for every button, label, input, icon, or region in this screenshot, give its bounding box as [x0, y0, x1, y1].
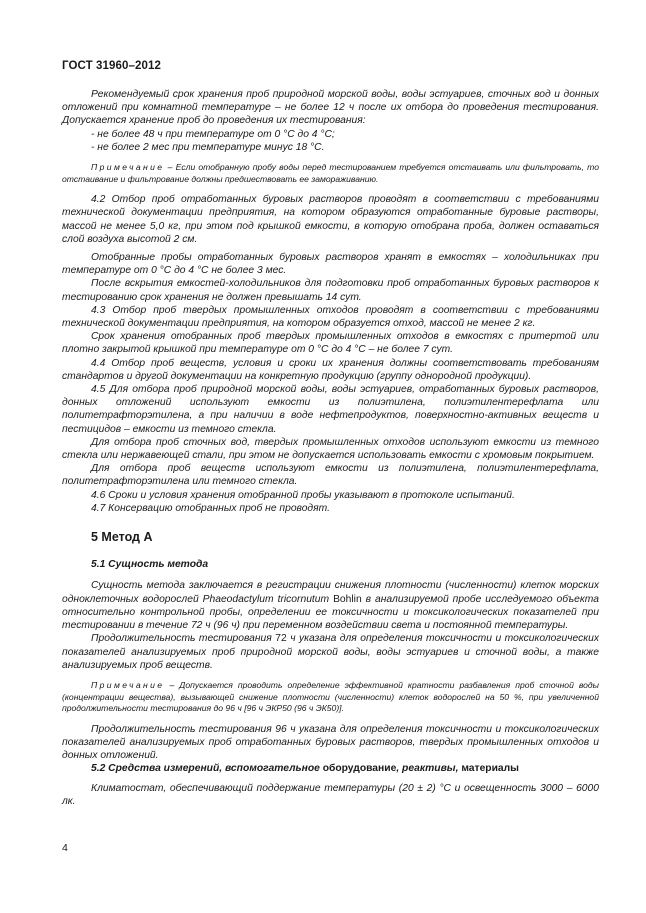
- section-5-title: 5 Метод А: [91, 530, 153, 545]
- paragraph: Отобранные пробы отработанных буровых растворов хранят в емкостях – холодильниках при температуре от 0 °С до 4 °С не более 3 мес.: [62, 252, 599, 277]
- note-text: – Если отобранную пробу воды перед тестированием требуется отстаивать или фильтровать, то отстаивание и фильтрование должны предшествовать ее замораживанию.: [62, 162, 599, 184]
- text-run: Bohlin: [333, 593, 362, 605]
- section-5-2-title: [91, 762, 599, 775]
- paragraph-5-1-duration-72: [62, 632, 599, 672]
- list-item: - не более 48 ч при температуре от 0 °С до 4 °С;: [91, 128, 335, 140]
- paragraph-4-2: 4.2 Отбор проб отработанных буровых растворов проводят в соответствии с требованиями технической документации предприятия, на котором образуются отработанные буровые растворы, массой не менее 5,0 кг, при этом под крышкой емкости, в которую отобрана проба, должен оставаться слой воздуха высотой 2 см.: [62, 194, 599, 245]
- note-text: – Допускается проводить определение эффективной кратности разбавления проб сточной воды (концентрации вещества), вызывающей снижение плотности (численности) клеток водорослей на 50 %, при увеличенной продолжительности тестирования до 96 ч [96 ч ЭКР50 (96 ч ЭК50)].: [62, 679, 599, 714]
- standard-header: ГОСТ 31960–2012: [62, 60, 162, 72]
- paragraph: Для отбора проб сточных вод, твердых промышленных отходов используют емкости из темного стекла или нержавеющей стали, при этом не допускается использовать емкости с хромовым покрытием.: [62, 436, 599, 462]
- note-label: Примечание: [91, 162, 165, 173]
- paragraph-4-6: 4.6 Сроки и условия хранения отобранной пробы указывают в протоколе испытаний.: [91, 489, 515, 501]
- text-run: в анализируемой пробе исследуемого объекта относительно контрольной пробы, определении ее токсичности и токсикологических показателей при тестировании в течение 72 ч (96 ч) при переменном воздействии света и постоянной температуры.: [62, 593, 599, 632]
- section-5-1-title: 5.1 Сущность метода: [91, 559, 209, 571]
- paragraph-storage: Рекомендуемый срок хранения проб природной морской воды, воды эстуариев, сточных вод и донных отложений при комнатной температуре – не более 12 ч после их отбора до проведения тестирования. Допускается хранение проб до проведения их тестирования:: [62, 89, 599, 127]
- text-run: материалы: [461, 763, 519, 775]
- paragraph-5-1-duration-96: Продолжительность тестирования 96 ч указана для определения токсичности и токсикологических показателей анализируемых проб отработанных буровых растворов, твердых промышленных отходов и донных отложений.: [62, 723, 599, 762]
- text-run: Сущность метода заключается в регистрации снижения плотности (численности) клеток морских одноклеточных водорослей Phaeodactylum tricornutum: [62, 580, 599, 605]
- paragraph-5-1-essence: [62, 579, 599, 632]
- paragraph-4-3: 4.3 Отбор проб твердых промышленных отходов проводят в соответствии с требованиями технической документации предприятия, на котором образуется отход, массой не менее 2 кг.: [62, 304, 599, 330]
- note-2: [62, 680, 599, 715]
- note-label: Примечание: [91, 679, 165, 690]
- text-run: оборудование: [322, 763, 397, 775]
- document-body: [62, 88, 599, 808]
- paragraph-5-2-climatostat: Климатостат, обеспечивающий поддержание температуры (20 ± 2) °С и освещенность 3000 – 6000 лк.: [62, 782, 599, 807]
- text-run: 72: [275, 633, 287, 645]
- paragraph-4-7: 4.7 Консервацию отобранных проб не проводят.: [91, 502, 330, 514]
- paragraph-4-4: 4.4 Отбор проб веществ, условия и сроки их хранения должны соответствовать требованиям стандартов и другой документации на конкретную продукцию (группу однородной продукции).: [62, 357, 599, 382]
- text-run: 5.2 Средства измерений, вспомогательное: [91, 763, 323, 775]
- text-run: Продолжительность тестирования: [91, 633, 276, 645]
- paragraph: После вскрытия емкостей-холодильников для подготовки проб отработанных буровых растворов к тестированию срок хранения не должен превышать 14 сут.: [62, 278, 599, 303]
- paragraph: Для отбора проб веществ используют емкости из полиэтилена, полиэтилентерефлата, политетрафторэтилена или темного стекла.: [62, 463, 599, 488]
- text-run: ч указана для определения токсичности и токсикологических показателей анализируемых проб природной морской воды, воды эстуариев и сточной воды, а также анализируемых проб веществ.: [62, 633, 599, 671]
- text-run: , реактивы,: [396, 763, 462, 775]
- page-number: 4: [62, 842, 68, 854]
- note-1: [62, 162, 599, 185]
- paragraph-4-5: 4.5 Для отбора проб природной морской воды, воды эстуариев, отработанных буровых растворов, донных отложений используют емкости из полиэтилена, полиэтилентерефлата или политетрафторэтилена, а при наличии в воде нефтепродуктов, поверхностно-активных веществ и пестицидов – емкости из темного стекла.: [62, 384, 599, 435]
- list-item: - не более 2 мес при температуре минус 18 °С.: [91, 141, 325, 153]
- paragraph: Срок хранения отобранных проб твердых промышленных отходов в емкостях с притертой или плотно закрытой крышкой при температуре от 0 °С до 4 °С – не более 7 сут.: [62, 331, 599, 356]
